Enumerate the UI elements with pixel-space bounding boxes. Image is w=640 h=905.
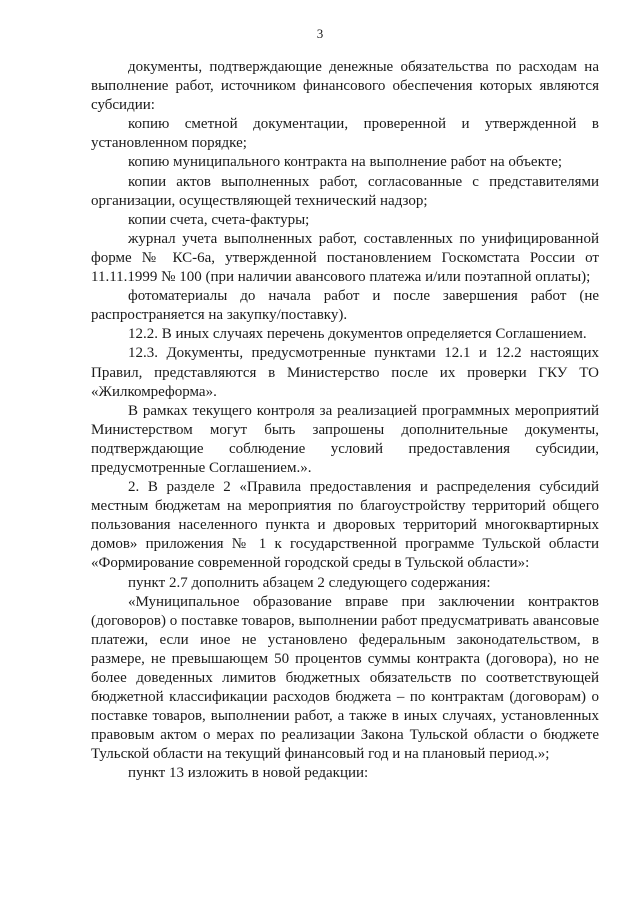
page-number: 3 — [316, 26, 324, 41]
paragraph-contract-copy: копию муниципального контракта на выполнение работ на объекте; — [128, 154, 563, 171]
paragraph-estimate-copy: копию сметной документации, проверенной и утвержденной в установленном порядке; — [91, 116, 599, 152]
paragraph-section-2: 2. В разделе 2 «Правила предоставления и распределения субсидий местным бюджетам на мероприятия по благоустройству территорий общего пользования населенного пункта и дворовых территорий многоквартирных домов» приложения № 1 к государственной программе Тульской области «Формирование современной городской среды в Тульской области»: — [91, 479, 599, 572]
paragraph-work-log: журнал учета выполненных работ, составленных по унифицированной форме № КС-6а, утвержденной постановлением Госкомстата России от 11.11.1999 № 100 (при наличии авансового платежа и/или поэтапной оплаты); — [91, 230, 599, 286]
paragraph-invoice-copy: копии счета, счета-фактуры; — [128, 211, 310, 228]
paragraph-documents-intro: документы, подтверждающие денежные обязательства по расходам на выполнение работ, источником финансового обеспечения которых являются субсидии: — [91, 59, 599, 114]
paragraph-advance-payments: «Муниципальное образование вправе при заключении контрактов (договоров) о поставке товаров, выполнении работ предусматривать авансовые платежи, если иное не установлено федеральным законодательством, в размере, не превышающем 50 процентов суммы контракта (договора), но не более доведенных лимитов бюджетных обязательств по соответствующей бюджетной классификации расходов бюджета – по контрактам (договорам) о поставке товаров, выполнении работ, а также в иных случаях, установленных правовым актом о мерах по реализации Закона Тульской области о бюджете Тульской области на текущий финансовый год и на плановый период.»; — [91, 593, 599, 763]
document-body — [91, 58, 599, 784]
paragraph-current-control: В рамках текущего контроля за реализацией программных мероприятий Министерством могут быть запрошены дополнительные документы, подтверждающие соблюдение условий предоставления субсидии, предусмотренные Соглашением.». — [91, 402, 599, 476]
paragraph-12-2: 12.2. В иных случаях перечень документов определяется Соглашением. — [128, 326, 587, 343]
paragraph-item-2-7: пункт 2.7 дополнить абзацем 2 следующего содержания: — [128, 574, 491, 591]
paragraph-12-3: 12.3. Документы, предусмотренные пунктами 12.1 и 12.2 настоящих Правил, представляются в Министерство после их проверки ГКУ ТО «Жилкомреформа». — [91, 345, 599, 400]
paragraph-item-13: пункт 13 изложить в новой редакции: — [128, 765, 369, 782]
paragraph-photo-materials: фотоматериалы до начала работ и после завершения работ (не распространяется на закупку/поставку). — [91, 288, 599, 324]
paragraph-acts-copy: копии актов выполненных работ, согласованные с представителями организации, осуществляющей технический надзор; — [91, 173, 599, 209]
